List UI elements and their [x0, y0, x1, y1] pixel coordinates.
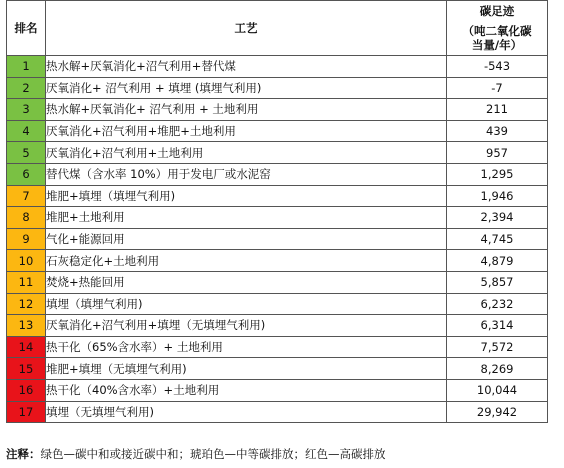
rank-cell: 2: [7, 77, 46, 99]
carbon-value-cell: 4,745: [447, 228, 548, 250]
header-process: 工艺: [46, 1, 447, 56]
rank-cell: 16: [7, 379, 46, 401]
carbon-value-cell: -543: [447, 56, 548, 78]
process-cell: 厌氧消化+沼气利用+填埋（无填埋气利用): [46, 315, 447, 337]
rank-cell: 4: [7, 120, 46, 142]
carbon-value-cell: 7,572: [447, 336, 548, 358]
table-row: [7, 336, 548, 358]
rank-cell: 1: [7, 56, 46, 78]
header-carbon-unit-1: （吨二氧化碳: [462, 24, 532, 38]
table-row: [7, 120, 548, 142]
header-rank: 排名: [7, 1, 46, 56]
rank-cell: 9: [7, 228, 46, 250]
carbon-value-cell: 4,879: [447, 250, 548, 272]
table-row: [7, 56, 548, 78]
rank-cell: 13: [7, 315, 46, 337]
process-cell: 填埋（填埋气利用): [46, 293, 447, 315]
note-text: 绿色—碳中和或接近碳中和；琥珀色—中等碳排放；红色—高碳排放: [40, 447, 386, 461]
table-row: [7, 228, 548, 250]
rank-cell: 17: [7, 401, 46, 423]
rank-cell: 15: [7, 358, 46, 380]
legend-note: [6, 446, 386, 462]
carbon-value-cell: -7: [447, 77, 548, 99]
process-cell: 堆肥+填埋（填埋气利用): [46, 185, 447, 207]
header-carbon-unit-2: 当量/年）: [471, 38, 523, 52]
rank-cell: 10: [7, 250, 46, 272]
carbon-value-cell: 2,394: [447, 207, 548, 229]
carbon-value-cell: 439: [447, 120, 548, 142]
rank-cell: 6: [7, 163, 46, 185]
table-row: [7, 207, 548, 229]
process-cell: 热水解+厌氧消化+ 沼气利用 + 土地利用: [46, 99, 447, 121]
process-cell: 厌氧消化+沼气利用+堆肥+土地利用: [46, 120, 447, 142]
process-cell: 焚烧+热能回用: [46, 271, 447, 293]
carbon-value-cell: 5,857: [447, 271, 548, 293]
table-row: [7, 250, 548, 272]
table-row: [7, 379, 548, 401]
table-row: [7, 401, 548, 423]
process-cell: 替代煤（含水率 10%）用于发电厂或水泥窑: [46, 163, 447, 185]
rank-cell: 7: [7, 185, 46, 207]
header-carbon-title: 碳足迹: [479, 4, 515, 18]
process-cell: 热干化（40%含水率）+土地利用: [46, 379, 447, 401]
table-row: [7, 358, 548, 380]
process-cell: 堆肥+土地利用: [46, 207, 447, 229]
carbon-value-cell: 29,942: [447, 401, 548, 423]
carbon-value-cell: 6,314: [447, 315, 548, 337]
table-row: [7, 99, 548, 121]
carbon-value-cell: 1,295: [447, 163, 548, 185]
carbon-value-cell: 6,232: [447, 293, 548, 315]
process-cell: 热干化（65%含水率）+ 土地利用: [46, 336, 447, 358]
carbon-value-cell: 8,269: [447, 358, 548, 380]
table-header-row: [7, 1, 548, 56]
table-row: [7, 185, 548, 207]
process-cell: 填埋（无填埋气利用): [46, 401, 447, 423]
note-label: 注释：: [6, 447, 41, 461]
carbon-value-cell: 211: [447, 99, 548, 121]
table-row: [7, 142, 548, 164]
process-cell: 石灰稳定化+土地利用: [46, 250, 447, 272]
table-row: [7, 271, 548, 293]
rank-cell: 14: [7, 336, 46, 358]
carbon-footprint-table: [6, 0, 548, 423]
process-cell: 厌氧消化+沼气利用+土地利用: [46, 142, 447, 164]
rank-cell: 5: [7, 142, 46, 164]
rank-cell: 3: [7, 99, 46, 121]
table-row: [7, 77, 548, 99]
header-carbon: [447, 1, 548, 56]
carbon-value-cell: 957: [447, 142, 548, 164]
process-cell: 厌氧消化+ 沼气利用 + 填埋 (填埋气利用): [46, 77, 447, 99]
carbon-value-cell: 1,946: [447, 185, 548, 207]
table-row: [7, 293, 548, 315]
ranking-table-container: [6, 0, 554, 423]
table-row: [7, 315, 548, 337]
process-cell: 气化+能源回用: [46, 228, 447, 250]
carbon-value-cell: 10,044: [447, 379, 548, 401]
rank-cell: 12: [7, 293, 46, 315]
table-row: [7, 163, 548, 185]
table-body: [7, 56, 548, 423]
process-cell: 热水解+厌氧消化+沼气利用+替代煤: [46, 56, 447, 78]
process-cell: 堆肥+填埋（无填埋气利用): [46, 358, 447, 380]
rank-cell: 8: [7, 207, 46, 229]
rank-cell: 11: [7, 271, 46, 293]
